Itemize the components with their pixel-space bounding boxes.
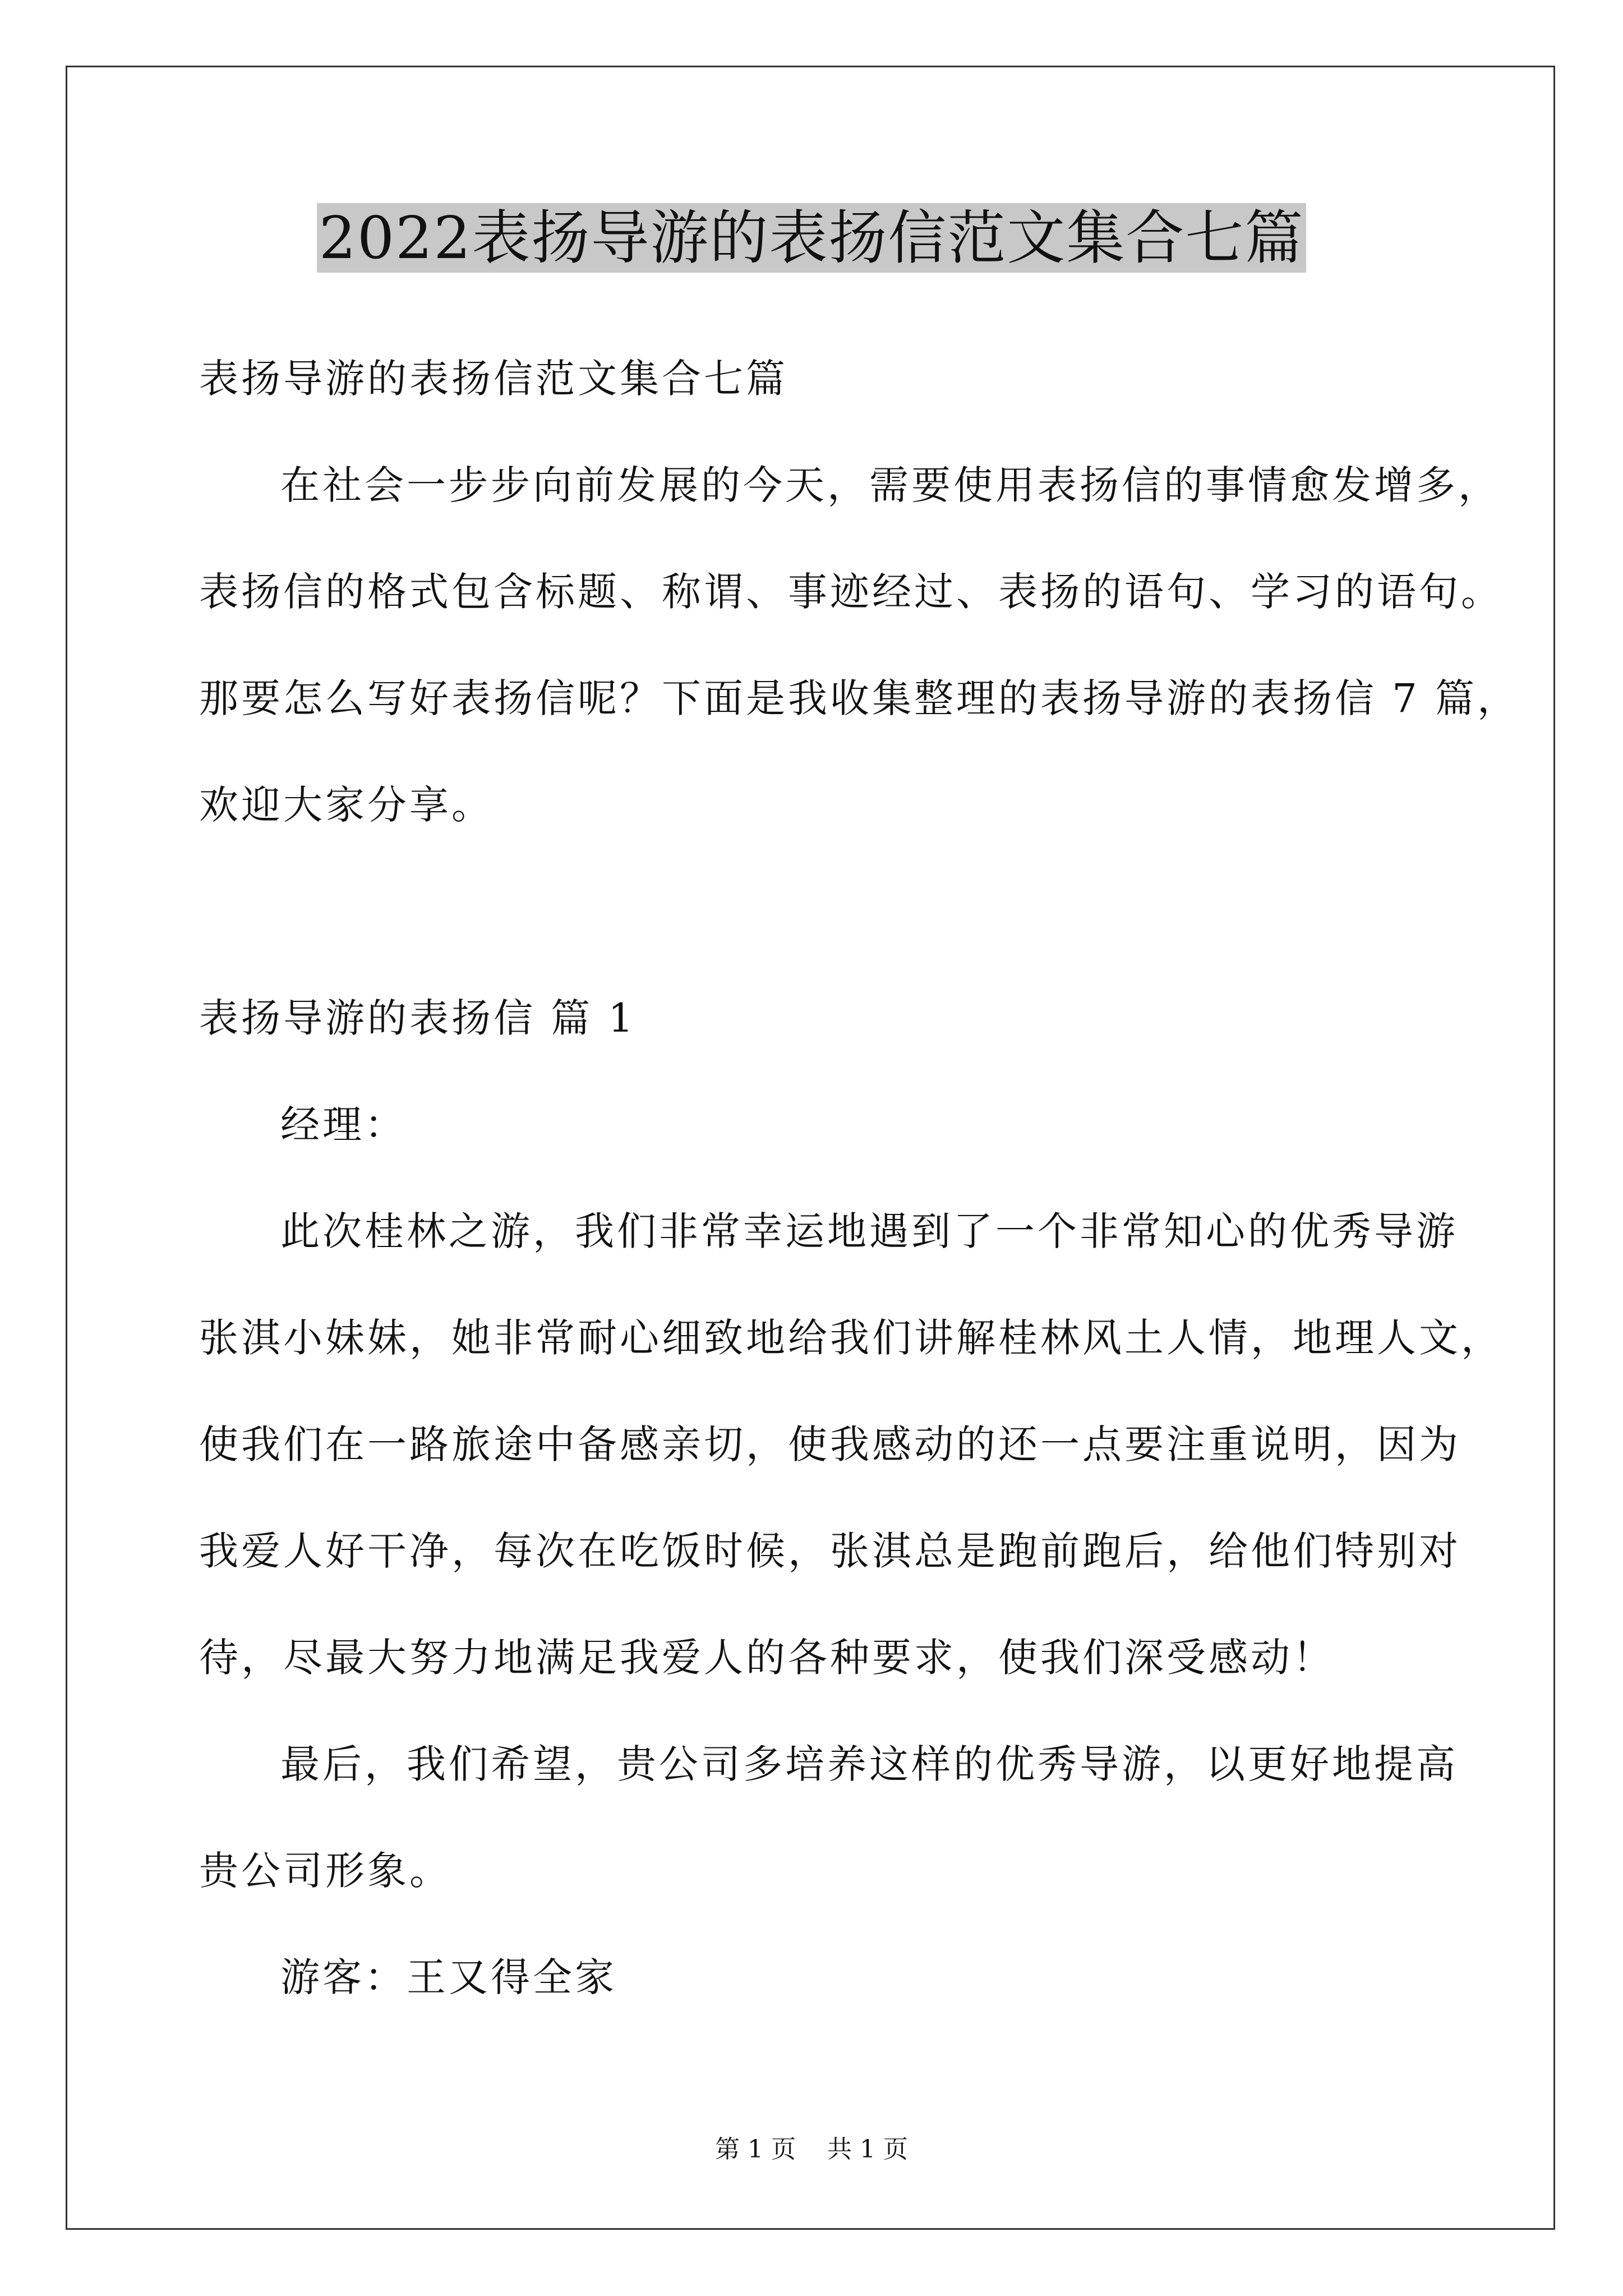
section-heading: 表扬导游的表扬信 篇 1 <box>199 995 637 1041</box>
intro-line: 在社会一步步向前发展的今天，需要使用表扬信的事情愈发增多， <box>280 462 1500 508</box>
body-line: 我爱人好干净，每次在吃饭时候，张淇总是跑前跑后，给他们特别对 <box>199 1528 1461 1574</box>
body-line: 张淇小妹妹，她非常耐心细致地给我们讲解桂林风土人情，地理人文， <box>199 1315 1503 1361</box>
page-footer: 第 1 页 共 1 页 <box>715 2135 908 2164</box>
closing-line: 最后，我们希望，贵公司多培养这样的优秀导游，以更好地提高 <box>280 1741 1458 1787</box>
closing-line: 贵公司形象。 <box>199 1848 451 1894</box>
salutation: 经理： <box>280 1102 407 1148</box>
document-subtitle: 表扬导游的表扬信范文集合七篇 <box>199 356 788 402</box>
intro-line: 那要怎么写好表扬信呢？下面是我收集整理的表扬导游的表扬信 7 篇， <box>199 675 1520 721</box>
body-line: 使我们在一路旅途中备感亲切，使我感动的还一点要注重说明，因为 <box>199 1421 1461 1467</box>
intro-line: 欢迎大家分享。 <box>199 782 494 828</box>
signature: 游客：王又得全家 <box>280 1954 617 2000</box>
intro-line: 表扬信的格式包含标题、称谓、事迹经过、表扬的语句、学习的语句。 <box>199 569 1503 615</box>
title-container <box>0 203 1623 273</box>
body-line: 此次桂林之游，我们非常幸运地遇到了一个非常知心的优秀导游 <box>280 1208 1458 1254</box>
document-title: 2022表扬导游的表扬信范文集合七篇 <box>317 203 1307 273</box>
body-line: 待，尽最大努力地满足我爱人的各种要求，使我们深受感动！ <box>199 1635 1335 1681</box>
